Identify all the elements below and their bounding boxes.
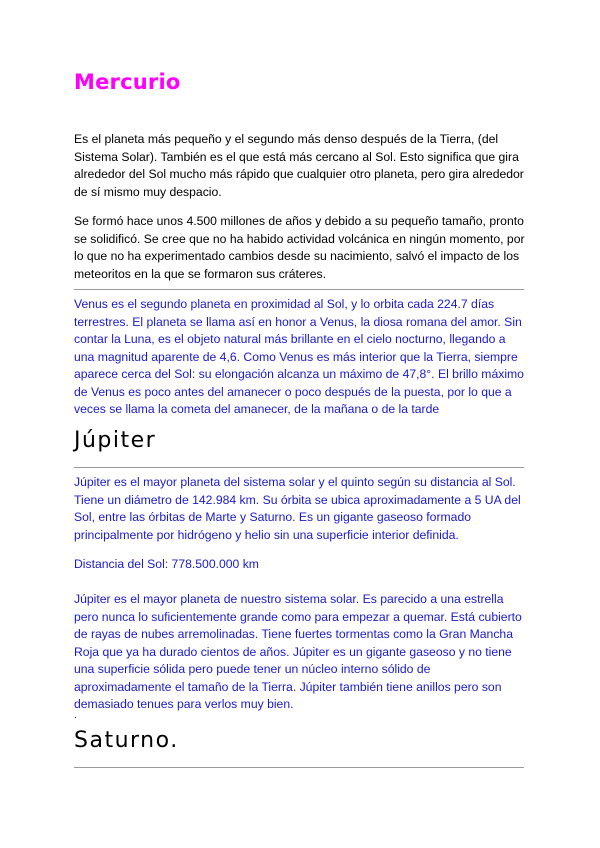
jupiter-paragraph-1: Júpiter es el mayor planeta del sistema solar y el quinto según su distancia al Sol. Tiene un diámetro de 142.984 km. Su órbita se ubica aproximadamente a 5 UA del Sol, entre las órbitas de Marte y Saturno. Es un gigante gaseoso formado principalmente por hidrógeno y helio sin una superficie interior definida. xyxy=(74,475,521,542)
mercurio-title: Mercurio xyxy=(74,70,181,94)
divider-line xyxy=(74,289,524,290)
stray-dot: . xyxy=(74,710,77,721)
jupiter-distance: Distancia del Sol: 778.500.000 km xyxy=(74,557,259,571)
divider-line xyxy=(74,767,524,768)
mercurio-paragraph-2: Se formó hace unos 4.500 millones de años y debido a su pequeño tamaño, pronto se solidificó. Se cree que no ha habido actividad volcánica en ningún momento, por lo que no ha experimentado cambios desde su nacimiento, salvó el impacto de los meteoritos en la que se formaron sus cráteres. xyxy=(74,214,525,281)
venus-paragraph: Venus es el segundo planeta en proximidad al Sol, y lo orbita cada 224.7 días terrestres. El planeta se llama así en honor a Venus, la diosa romana del amor. Sin contar la Luna, es el objeto natural más brillante en el cielo nocturno, llegando a una magnitud aparente de 4,6. Como Venus es más interior que la Tierra, siempre aparece cerca del Sol: su elongación alcanza un máximo de 47,8°. El brillo máximo de Venus es poco antes del amanecer o poco después de la puesta, por lo que a veces se llama la cometa del amanecer, de la mañana o de la tarde xyxy=(74,297,524,416)
saturno-heading: Saturno. xyxy=(74,728,179,753)
mercurio-paragraph-1: Es el planeta más pequeño y el segundo más denso después de la Tierra, (del Sistema Solar). También es el que está más cercano al Sol. Esto significa que gira alrededor del Sol mucho más rápido que cualquier otro planeta, pero gira alrededor de sí mismo muy despacio. xyxy=(74,132,524,199)
jupiter-heading: Júpiter xyxy=(74,428,157,453)
divider-line xyxy=(74,467,524,468)
jupiter-paragraph-2: Júpiter es el mayor planeta de nuestro sistema solar. Es parecido a una estrella pero nunca lo suficientemente grande como para empezar a quemar. Está cubierto de rayas de nubes arremolinadas. Tiene fuertes tormentas como la Gran Mancha Roja que ya ha durado cientos de años. Júpiter es un gigante gaseoso y no tiene una superficie sólida pero puede tener un núcleo interno sólido de aproximadamente el tamaño de la Tierra. Júpiter también tiene anillos pero son demasiado tenues para verlos muy bien. xyxy=(74,592,522,711)
